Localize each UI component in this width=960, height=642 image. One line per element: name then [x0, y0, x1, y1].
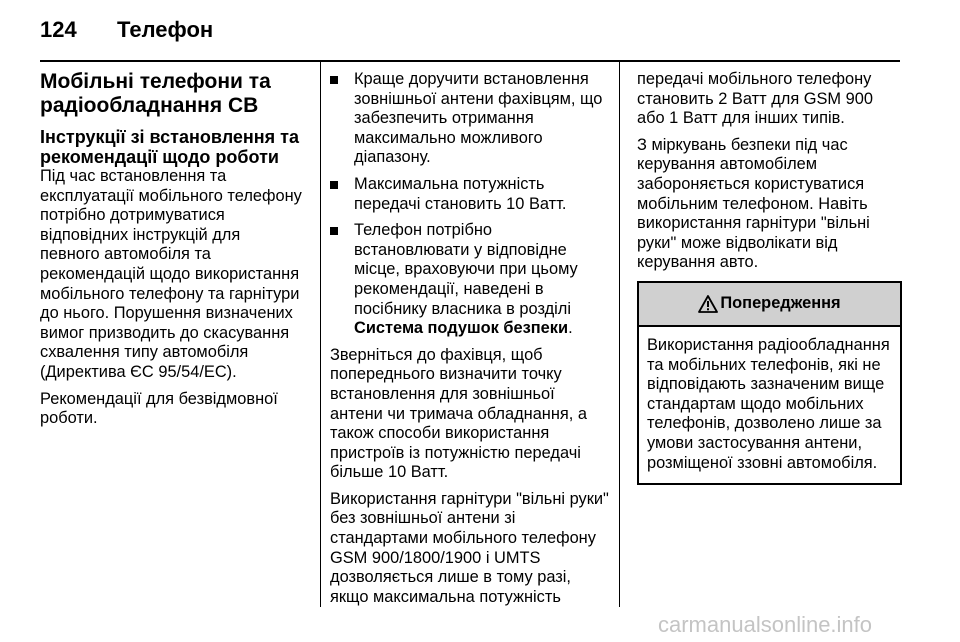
warning-box [637, 281, 902, 485]
column-divider-1 [320, 62, 321, 607]
warning-header [639, 283, 900, 327]
list-item-text: Максимальна потужність передачі становить 10 Ватт. [354, 174, 567, 213]
page-title: Телефон [117, 17, 214, 42]
cross-reference-link[interactable]: Система подушок безпеки [354, 319, 569, 338]
column-divider-2 [619, 62, 620, 607]
paragraph: З міркувань безпеки під час керування автомобілем забороняється користуватися мобільним телефоном. Навіть використання гарнітури "вільні руки" може відволікати від керування авто. [637, 135, 870, 272]
list-item-text: Телефон потрібно встановлювати у відповідне місце, враховуючи при цьому рекомендації, наведені в посібнику власника в розділі [354, 221, 578, 318]
paragraph: Використання гарнітури "вільні руки" без зовнішньої антени зі стандартами мобільного телефону GSM 900/1800/1900 і UMTS дозволяється лише в тому разі, якщо максимальна потужність [330, 489, 609, 606]
subsection-heading: Інструкції зі встановлення та рекомендації щодо роботи [40, 127, 299, 167]
page-number: 124 [40, 17, 77, 42]
bullet-list [330, 70, 610, 339]
column-3 [637, 70, 902, 485]
list-item-text: Краще доручити встановлення зовнішньої антени фахівцям, що забезпечить отримання максимально можливого діапазону. [354, 70, 603, 167]
column-1 [40, 70, 302, 436]
warning-title: Попередження [720, 294, 841, 313]
list-item [330, 221, 610, 339]
warning-text: Використання радіообладнання та мобільних телефонів, які не відповідають зазначеним вище стандартам щодо мобільних телефонів, дозволено лише за умови застосування антени, розміщеної ззовні автомобіля. [647, 335, 890, 472]
list-item [330, 70, 610, 168]
watermark-text: carmanualsonline.info [658, 612, 873, 637]
warning-triangle-icon [698, 295, 718, 313]
paragraph: передачі мобільного телефону становить 2 Ватт для GSM 900 або 1 Ватт для інших типів. [637, 70, 873, 128]
paragraph: Рекомендації для безвідмовної роботи. [40, 389, 278, 428]
column-2 [330, 70, 610, 614]
list-item [330, 175, 610, 214]
section-heading: Мобільні телефони та радіообладнання СВ [40, 70, 271, 117]
paragraph: Під час встановлення та експлуатації мобільного телефону потрібно дотримуватися відповідних інструкцій для певного автомобіля та рекомендацій щодо використання мобільного телефону та гарнітури до нього. Порушення визначених вимог призводить до скасування схвалення типу автомобіля (Директива ЄС 95/54/ЕС). [40, 167, 302, 381]
paragraph: Зверніться до фахівця, щоб попереднього визначити точку встановлення для зовнішньої антени чи тримача обладнання, а також способи використання пристроїв із потужністю передачі більше 10 Ватт. [330, 345, 588, 482]
header-rule [40, 60, 900, 62]
list-item-end: . [568, 319, 573, 338]
